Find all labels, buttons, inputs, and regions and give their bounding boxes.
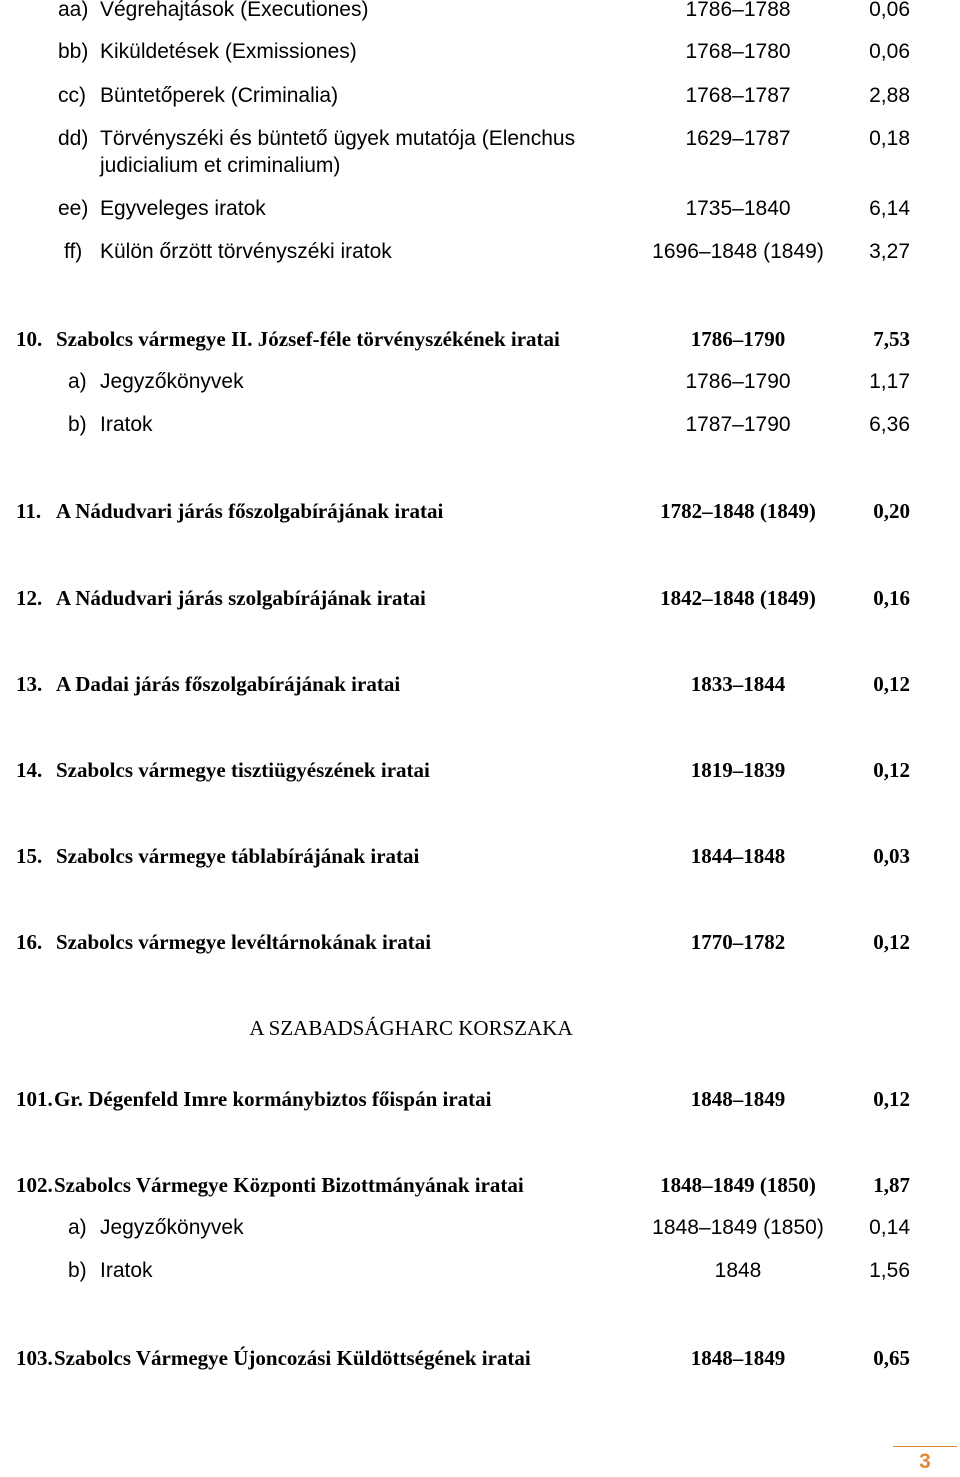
entry-value: 0,12 (873, 930, 910, 954)
entry-title: Szabolcs vármegye levéltárnokának iratai (56, 930, 432, 954)
row-years: 1848 (714, 1259, 762, 1282)
entry-title: Szabolcs vármegye táblabírájának iratai (56, 844, 420, 868)
row-id: dd) (58, 127, 89, 150)
row-title: Kiküldetések (Exmissiones) (100, 40, 357, 63)
entry-value: 0,12 (873, 758, 910, 782)
row-title: Iratok (100, 413, 153, 436)
row-title: Jegyzőkönyvek (100, 370, 244, 393)
row-value: 0,06 (869, 0, 910, 21)
row-years: 1848–1849 (1850) (652, 1216, 824, 1239)
row-years: 1629–1787 (685, 127, 791, 150)
row-id: b) (68, 1259, 87, 1282)
row-value: 1,17 (869, 370, 910, 393)
entry-number: 10. (16, 327, 43, 351)
entry-years: 1848–1849 (1850) (660, 1173, 816, 1197)
row-years: 1735–1840 (685, 197, 791, 220)
entry-years: 1833–1844 (690, 672, 786, 696)
entry-value: 0,12 (873, 1087, 910, 1111)
row-years: 1696–1848 (1849) (652, 240, 824, 263)
row-title: Iratok (100, 1259, 153, 1282)
row-title: Büntetőperek (Criminalia) (100, 84, 339, 107)
entry-value: 0,03 (873, 844, 910, 868)
page-number-rule (893, 1446, 957, 1447)
entry-title: A Nádudvari járás főszolgabírájának iratai (56, 499, 444, 523)
row-title: Egyveleges iratok (100, 197, 266, 220)
entry-title: Szabolcs Vármegye Központi Bizottmányának iratai (54, 1173, 524, 1197)
row-years: 1786–1788 (685, 0, 791, 21)
entry-value: 1,87 (873, 1173, 910, 1197)
row-years: 1786–1790 (685, 370, 791, 393)
entry-title: Szabolcs Vármegye Újoncozási Küldöttségének iratai (54, 1346, 531, 1370)
row-value: 0,14 (869, 1216, 910, 1239)
entry-years: 1844–1848 (690, 844, 786, 868)
row-value: 0,18 (869, 127, 910, 150)
entry-years: 1819–1839 (690, 758, 786, 782)
row-years: 1787–1790 (685, 413, 791, 436)
row-value: 3,27 (869, 240, 910, 263)
entry-number: 11. (16, 499, 42, 523)
entry-years: 1782–1848 (1849) (660, 499, 816, 523)
entry-value: 0,12 (873, 672, 910, 696)
row-title: Jegyzőkönyvek (100, 1216, 244, 1239)
entry-number: 101. (16, 1087, 53, 1111)
entry-title: A Nádudvari járás szolgabírájának iratai (56, 586, 426, 610)
entry-title: Szabolcs vármegye tisztiügyészének iratai (56, 758, 430, 782)
page-number: 3 (919, 1450, 931, 1473)
row-value: 2,88 (869, 84, 910, 107)
row-years: 1768–1787 (685, 84, 791, 107)
row-value: 6,14 (869, 197, 910, 220)
entry-title: A Dadai járás főszolgabírájának iratai (56, 672, 401, 696)
entry-number: 15. (16, 844, 43, 868)
row-value: 0,06 (869, 40, 910, 63)
entry-title: Gr. Dégenfeld Imre kormánybiztos főispán iratai (54, 1087, 492, 1111)
entry-value: 7,53 (873, 327, 910, 351)
entry-years: 1848–1849 (690, 1346, 786, 1370)
row-title: Törvényszéki és büntető ügyek mutatója (Elenchus (100, 127, 576, 150)
row-title: Külön őrzött törvényszéki iratok (100, 240, 392, 263)
row-value: 1,56 (869, 1259, 910, 1282)
entry-number: 102. (16, 1173, 53, 1197)
entry-years: 1786–1790 (690, 327, 786, 351)
row-id: a) (68, 370, 87, 393)
row-id: bb) (58, 40, 89, 63)
row-id: ff) (64, 240, 83, 263)
row-id: cc) (58, 84, 86, 107)
row-title: Végrehajtások (Executiones) (100, 0, 369, 21)
entry-years: 1848–1849 (690, 1087, 786, 1111)
entry-number: 12. (16, 586, 43, 610)
entry-number: 13. (16, 672, 43, 696)
entry-value: 0,20 (873, 499, 910, 523)
entry-value: 0,65 (873, 1346, 910, 1370)
row-value: 6,36 (869, 413, 910, 436)
entry-years: 1842–1848 (1849) (660, 586, 816, 610)
row-id: aa) (58, 0, 89, 21)
row-id: a) (68, 1216, 87, 1239)
entry-value: 0,16 (873, 586, 910, 610)
entry-title: Szabolcs vármegye II. József-féle törvényszékének iratai (56, 327, 560, 351)
row-id: b) (68, 413, 87, 436)
row-title-continued: judicialium et criminalium) (100, 154, 341, 177)
row-years: 1768–1780 (685, 40, 791, 63)
entry-number: 14. (16, 758, 43, 782)
entry-number: 103. (16, 1346, 53, 1370)
section-heading: A SZABADSÁGHARC KORSZAKA (249, 1016, 573, 1040)
entry-years: 1770–1782 (690, 930, 786, 954)
entry-number: 16. (16, 930, 43, 954)
row-id: ee) (58, 197, 89, 220)
